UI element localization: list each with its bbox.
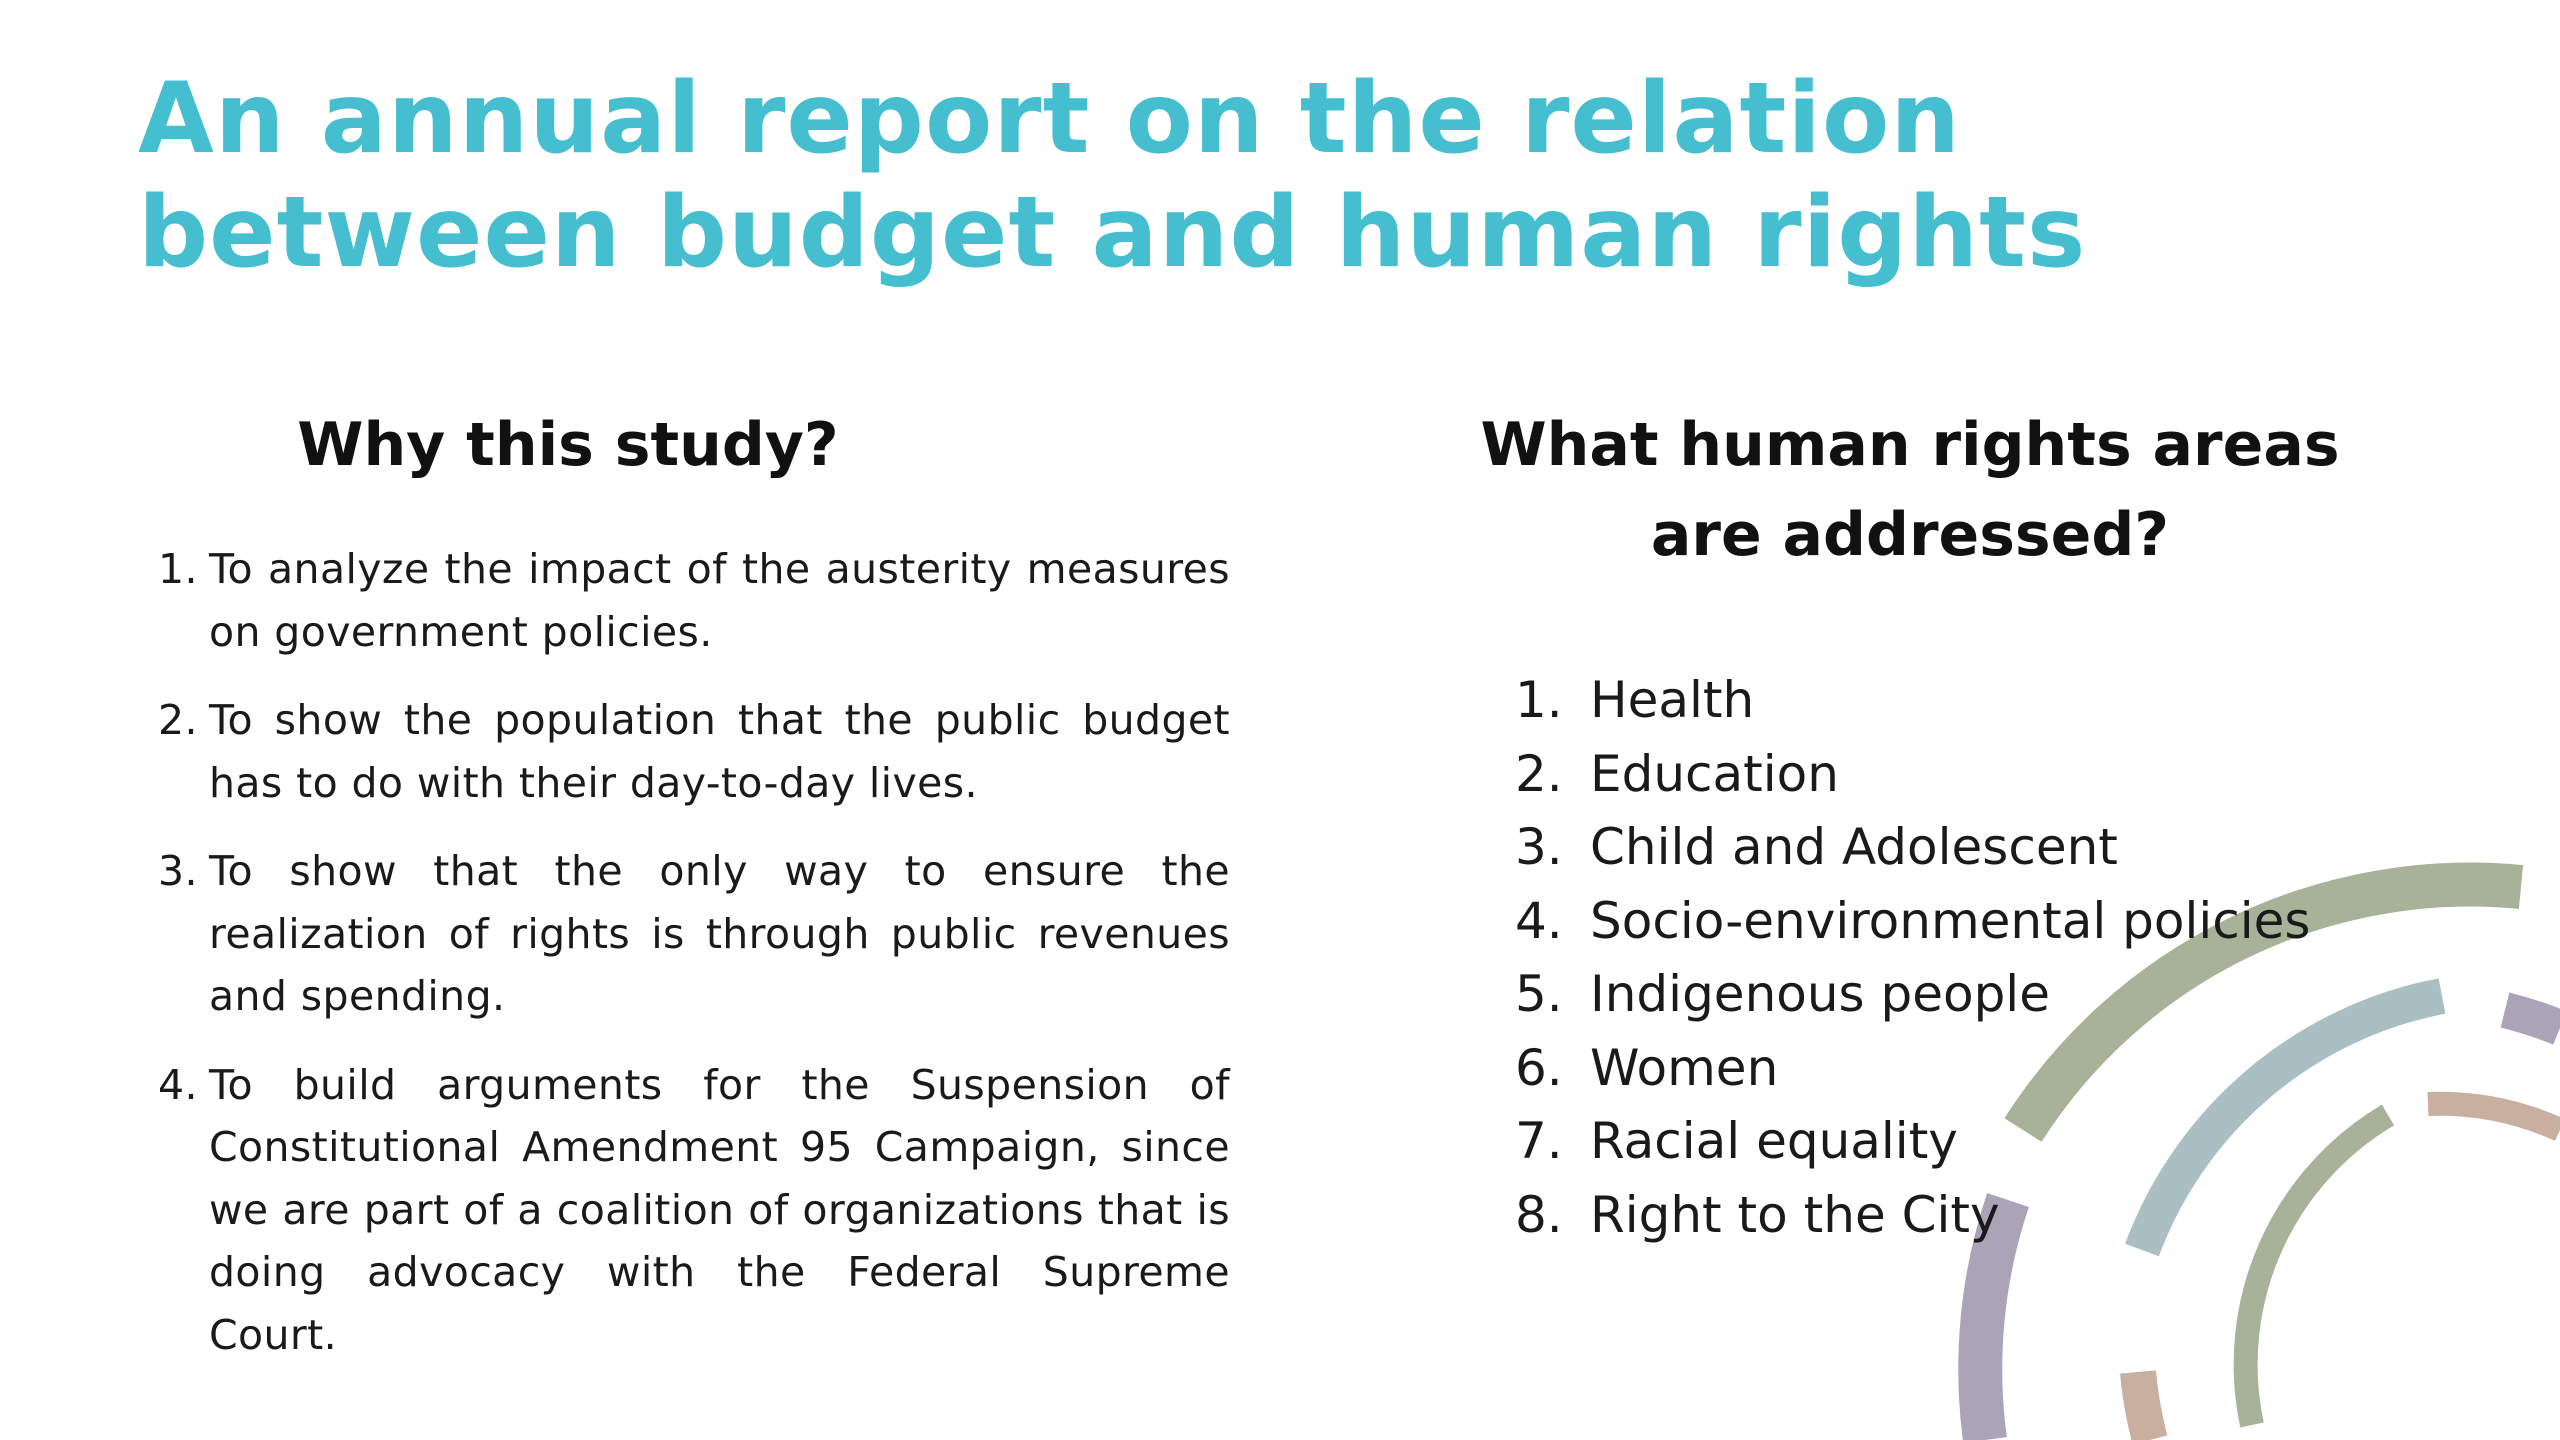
why-list-item xyxy=(158,538,1230,663)
area-item-number: 4. xyxy=(1515,891,1563,950)
area-list-item xyxy=(1515,1105,2390,1179)
why-item-text: To build arguments for the Suspension of Constitutional Amendment 95 Campaign, since we are part of a coalition of organizations that is doing advocacy with the Federal Supreme Court. xyxy=(209,1060,1230,1359)
why-item-number: 3. xyxy=(158,847,198,895)
why-list xyxy=(158,538,1230,1366)
area-list-item xyxy=(1515,1032,2390,1106)
area-item-number: 2. xyxy=(1515,744,1563,803)
why-item-number: 2. xyxy=(158,696,198,744)
areas-heading-line-1: What human rights areas xyxy=(1480,410,2340,480)
why-item-number: 4. xyxy=(158,1060,198,1109)
why-list-item xyxy=(158,689,1230,814)
why-item-text: To show that the only way to ensure the realization of rights is through public revenues and spending. xyxy=(209,847,1230,1020)
area-item-number: 3. xyxy=(1515,818,1563,876)
area-item-text: Women xyxy=(1590,1038,1779,1097)
area-item-text: Child and Adolescent xyxy=(1590,818,2118,876)
arc-second-tan xyxy=(2138,1372,2150,1440)
area-item-number: 5. xyxy=(1515,965,1563,1023)
title-line-1: An annual report on the relation xyxy=(138,62,1962,176)
area-item-number: 8. xyxy=(1515,1185,1563,1244)
area-item-number: 1. xyxy=(1515,671,1563,729)
area-item-text: Racial equality xyxy=(1590,1112,1958,1170)
area-item-text: Indigenous people xyxy=(1590,965,2050,1023)
areas-heading-line-2: are addressed? xyxy=(1650,500,2170,570)
area-item-number: 6. xyxy=(1515,1038,1563,1097)
area-list-item xyxy=(1515,811,2390,885)
area-item-text: Education xyxy=(1590,744,1839,803)
why-list-item xyxy=(158,840,1230,1028)
area-item-text: Right to the City xyxy=(1590,1185,2000,1244)
area-list-item xyxy=(1515,664,2390,738)
why-heading: Why this study? xyxy=(297,410,839,480)
areas-heading xyxy=(1430,400,2390,580)
title-line-2: between budget and human rights xyxy=(138,176,2087,290)
why-item-text: To analyze the impact of the austerity measures on government policies. xyxy=(209,545,1230,656)
arc-second-purple xyxy=(2505,1010,2560,1028)
area-list-item xyxy=(1515,738,2390,812)
area-item-text: Socio-environmental policies xyxy=(1590,891,2311,950)
area-item-number: 7. xyxy=(1515,1112,1563,1170)
areas-list xyxy=(1515,664,2390,1252)
area-list-item xyxy=(1515,1179,2390,1253)
why-section xyxy=(158,400,1230,1392)
area-list-item xyxy=(1515,885,2390,959)
page-title xyxy=(138,62,2338,290)
why-item-number: 1. xyxy=(158,545,198,593)
area-list-item xyxy=(1515,958,2390,1032)
why-item-text: To show the population that the public budget has to do with their day-to-day lives. xyxy=(209,696,1230,807)
arc-inner-tan xyxy=(2428,1104,2560,1130)
area-item-text: Health xyxy=(1590,671,1755,729)
areas-section xyxy=(1430,400,2390,1252)
why-list-item xyxy=(158,1054,1230,1367)
